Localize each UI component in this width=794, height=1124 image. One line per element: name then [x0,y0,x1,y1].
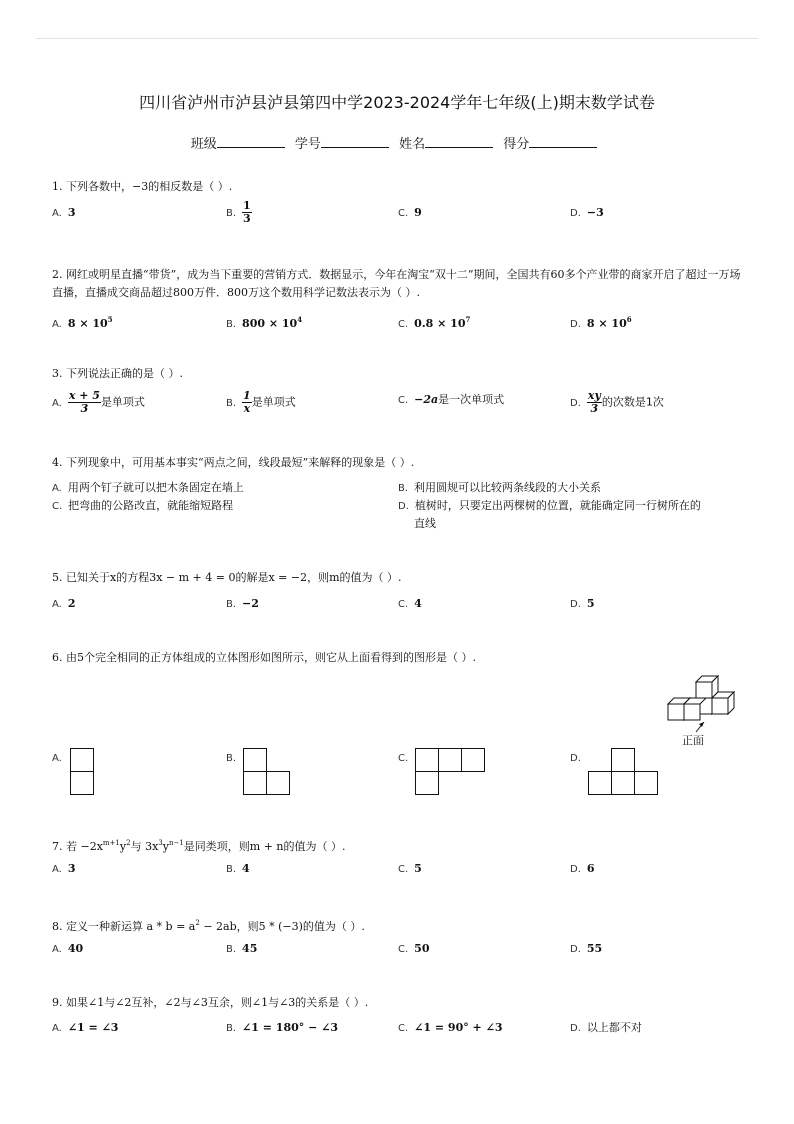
option-c-square [415,771,439,795]
question-7-option-d[interactable]: D. 6 [570,862,595,875]
option-d-square [588,771,612,795]
question-7-option-a[interactable]: A. 3 [52,862,76,875]
name-blank[interactable] [425,135,493,148]
fraction: $\frac{xy}{3}$ [587,389,601,415]
question-6-option-b[interactable]: B. [226,753,237,764]
question-8-option-c[interactable]: C. 50 [398,942,430,955]
page-top-divider [36,38,758,39]
question-3-stem: 3. 下列说法正确的是（ ）. [52,367,183,380]
question-1-option-c[interactable]: C. 9 [398,206,422,219]
question-7-option-c[interactable]: C. 5 [398,862,422,875]
score-blank[interactable] [529,135,597,148]
question-9-option-c[interactable]: C. ∠1 = 90° + ∠3 [398,1021,503,1034]
question-1-option-b[interactable]: B. $\frac{1}{3}$ [226,199,251,225]
option-a-square [70,771,94,795]
question-2-stem: 2. 网红或明星直播“带货”，成为当下重要的营销方式．数据显示，今年在淘宝“双十二”期间，全国共有60多个产业带的商家开启了超过一万场直播，直播成交商品超过800万件．800万这个数用科学记数法表示为（ ）. [52,268,741,299]
option-d-square [634,771,658,795]
question-8-option-b[interactable]: B. 45 [226,942,258,955]
option-b-square [266,771,290,795]
question-3-option-a[interactable]: A. $\frac{x + 5}{3}$ 是单项式 [52,389,145,415]
question-2-option-a[interactable]: A. $8 \times 10^5$ [52,315,113,330]
option-b-square [243,771,267,795]
question-6-option-c[interactable]: C. [398,753,409,764]
option-c-square [438,748,462,772]
question-2-option-c[interactable]: C. $0.8 \times 10^7$ [398,315,471,330]
fraction: $\frac{x + 5}{3}$ [68,389,100,415]
cube-figure [664,672,744,752]
front-label: 正面 [682,734,704,747]
question-2-option-b[interactable]: B. $800 \times 10^4$ [226,315,303,330]
question-4-option-d-continued: 直线 [414,517,436,530]
option-b-square [243,748,267,772]
question-9-stem: 9. 如果∠1与∠2互补，∠2与∠3互余，则∠1与∠3的关系是（ ）. [52,996,369,1009]
question-5-option-d[interactable]: D. 5 [570,597,595,610]
page-title: 四川省泸州市泸县泸县第四中学2023-2024学年七年级(上)期末数学试卷 [139,93,655,112]
option-d-square [611,771,635,795]
question-3-option-c[interactable]: C. −2a是一次单项式 [398,393,505,406]
class-blank[interactable] [217,135,285,148]
question-1-option-d[interactable]: D. −3 [570,206,604,219]
name-label: 姓名 [399,137,426,152]
fraction: $\frac{1}{x}$ [243,389,251,415]
question-9-option-a[interactable]: A. ∠1 = ∠3 [52,1021,119,1034]
question-6-option-d[interactable]: D. [570,753,581,764]
question-9-option-b[interactable]: B. ∠1 = 180° − ∠3 [226,1021,339,1034]
question-5-option-b[interactable]: B. −2 [226,597,259,610]
question-6-option-a[interactable]: A. [52,753,62,764]
question-5-option-c[interactable]: C. 4 [398,597,422,610]
question-8-option-d[interactable]: D. 55 [570,942,603,955]
question-8-stem: 8. 定义一种新运算 $a * b = a^2 - 2ab$，则5 * (−3)的值为（ ）. [52,919,365,933]
student-info-line [0,133,794,152]
question-4-stem: 4. 下列现象中，可用基本事实“两点之间，线段最短”来解释的现象是（ ）. [52,456,415,469]
class-label: 班级 [190,137,217,152]
number-blank[interactable] [321,135,389,148]
question-2-option-d[interactable]: D. $8 \times 10^6$ [570,315,632,330]
question-1-stem: 1. 下列各数中，−3的相反数是（ ）. [52,180,233,193]
number-label: 学号 [294,137,321,152]
question-4-option-d[interactable]: D. 植树时，只要定出两棵树的位置，就能确定同一行树所在的 [398,499,701,512]
option-c-square [415,748,439,772]
score-label: 得分 [503,137,530,152]
question-5-option-a[interactable]: A. 2 [52,597,76,610]
question-3-option-d[interactable]: D. $\frac{xy}{3}$ 的次数是1次 [570,389,664,415]
question-8-option-a[interactable]: A. 40 [52,942,84,955]
question-9-option-d[interactable]: D. 以上都不对 [570,1021,642,1034]
question-4-option-b[interactable]: B. 利用圆规可以比较两条线段的大小关系 [398,481,602,494]
question-7-stem: 7. 若 $-2x^{m+1}y^2$与 $3x^3y^{n-1}$是同类项，则m + n的值为（ ）. [52,839,346,853]
question-4-option-a[interactable]: A. 用两个钉子就可以把木条固定在墙上 [52,481,244,494]
question-5-stem: 5. 已知关于x的方程3x − m + 4 = 0的解是x = −2，则m的值为（ ）. [52,571,402,584]
fraction: $\frac{1}{3}$ [243,199,251,225]
question-1-option-a[interactable]: A. 3 [52,206,76,219]
question-3-option-b[interactable]: B. $\frac{1}{x}$ 是单项式 [226,389,296,415]
question-7-option-b[interactable]: B. 4 [226,862,250,875]
option-c-square [461,748,485,772]
option-d-square [611,748,635,772]
question-6-stem: 6. 由5个完全相同的正方体组成的立体图形如图所示，则它从上面看得到的图形是（ ）. [52,651,476,664]
option-a-square [70,748,94,772]
question-4-option-c[interactable]: C. 把弯曲的公路改直，就能缩短路程 [52,499,234,512]
